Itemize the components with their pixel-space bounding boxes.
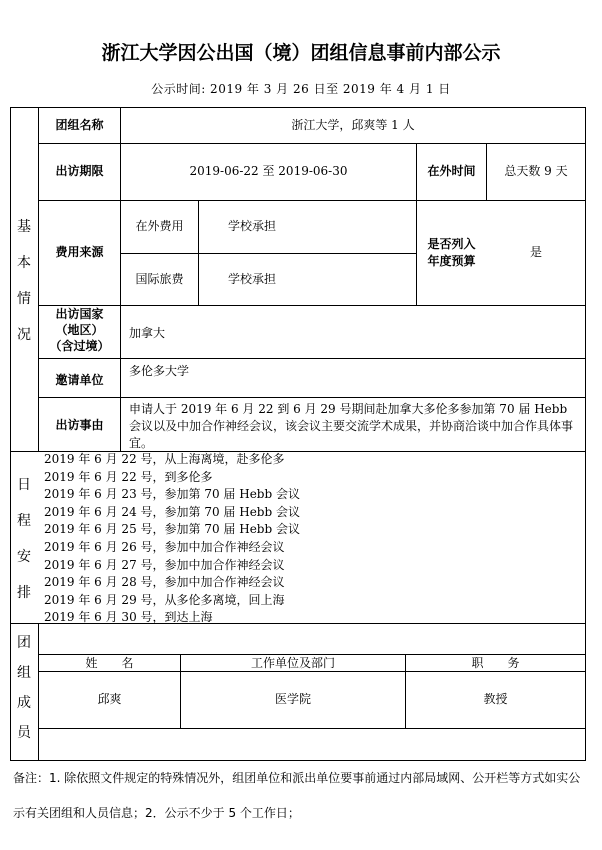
annual-budget-value: 是 — [529, 245, 542, 259]
visit-period-value: 2019-06-22 至 2019-06-30 — [189, 164, 348, 178]
member-header-position: 职 务 — [471, 656, 520, 670]
schedule-item: 2019 年 6 月 28 号，参加中加合作神经会议 — [44, 575, 285, 590]
group-name-value: 浙江大学，邱爽等 1 人 — [291, 118, 415, 132]
schedule-item: 2019 年 6 月 22 号，从上海离境，赴多伦多 — [44, 452, 285, 466]
abroad-time-value: 总天数 9 天 — [504, 164, 568, 178]
schedule-item: 2019 年 6 月 26 号，参加中加合作神经会议 — [44, 539, 285, 554]
schedule-section-label: 日 程 安 排 — [17, 477, 31, 601]
schedule-item: 2019 年 6 月 22 号，到多伦多 — [44, 469, 213, 484]
schedule-item: 2019 年 6 月 27 号，参加中加合作神经会议 — [44, 557, 285, 572]
funding-label: 费用来源 — [55, 245, 104, 259]
intl-travel-label: 国际旅费 — [135, 272, 184, 286]
schedule-item: 2019 年 6 月 30 号，到达上海 — [44, 610, 213, 625]
member-unit: 医学院 — [274, 692, 311, 706]
members-section-label: 团 组 成 员 — [17, 635, 31, 741]
member-header-name: 姓 名 — [85, 656, 134, 670]
country-value: 加拿大 — [129, 326, 166, 340]
reason-label: 出访事由 — [55, 418, 104, 432]
note-line-2: 示有关团组和人员信息；2．公示不少于 5 个工作日； — [13, 806, 300, 820]
publicity-period: 公示时间: 2019 年 3 月 26 日至 2019 年 4 月 1 日 — [151, 82, 451, 96]
schedule-item: 2019 年 6 月 29 号，从多伦多离境，回上海 — [44, 592, 285, 607]
schedule-item: 2019 年 6 月 23 号，参加第 70 届 Hebb 会议 — [44, 487, 300, 502]
schedule-item: 2019 年 6 月 25 号，参加第 70 届 Hebb 会议 — [44, 522, 300, 537]
member-header-unit: 工作单位及部门 — [250, 656, 335, 670]
inviter-value: 多伦多大学 — [129, 364, 190, 378]
note-line-1: 备注：1. 除依照文件规定的特殊情况外，组团单位和派出单位要事前通过内部局域网、公开栏等方式如实公 — [13, 771, 581, 785]
reason-value: 申请人于 2019 年 6 月 22 到 6 月 29 号期间赴加拿大多伦多参加第 70 届 Hebb 会议以及中加合作神经会议，该会议主要交流学术成果，并协商洽谈中加合作具体事宜。 — [129, 402, 574, 450]
abroad-cost-label: 在外费用 — [135, 219, 184, 233]
basic-info-section-label: 基 本 情 况 — [17, 219, 31, 343]
abroad-cost-value: 学校承担 — [228, 219, 277, 233]
country-label: 出访国家 （地区） （含过境） — [49, 307, 110, 353]
schedule-item: 2019 年 6 月 24 号，参加第 70 届 Hebb 会议 — [44, 504, 300, 519]
page-title: 浙江大学因公出国（境）团组信息事前内部公示 — [101, 42, 501, 64]
annual-budget-label: 是否列入 年度预算 — [427, 237, 476, 268]
schedule-list — [44, 451, 300, 627]
group-name-label: 团组名称 — [55, 118, 104, 132]
inviter-label: 邀请单位 — [55, 373, 104, 387]
member-name: 邱爽 — [97, 692, 122, 706]
member-position: 教授 — [483, 692, 508, 706]
abroad-time-label: 在外时间 — [427, 164, 476, 178]
visit-period-label: 出访期限 — [55, 164, 104, 178]
intl-travel-value: 学校承担 — [228, 272, 277, 286]
